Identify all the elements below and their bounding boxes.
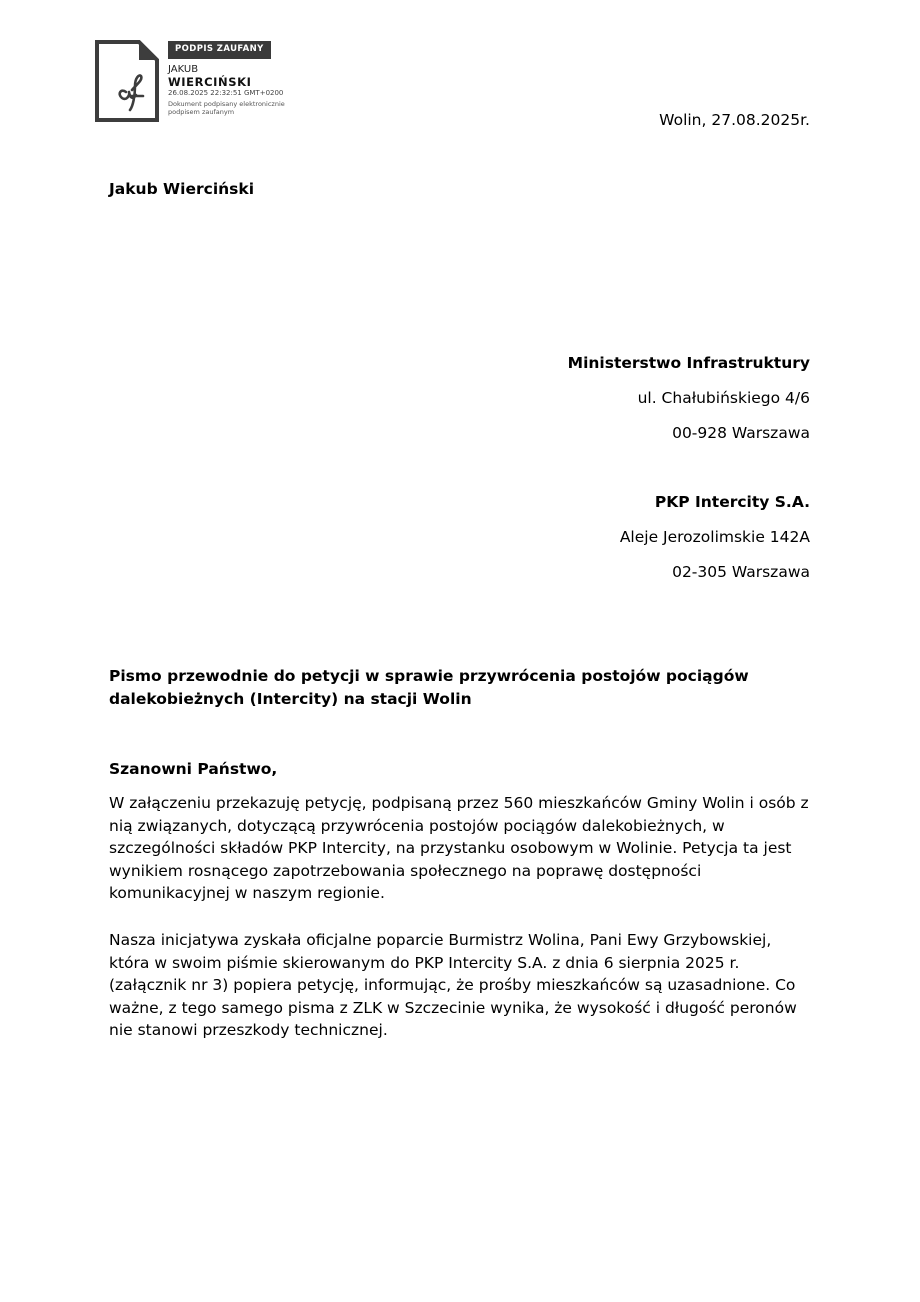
place-and-date: Wolin, 27.08.2025r. (659, 111, 810, 129)
signed-document-icon (95, 40, 159, 122)
body-paragraph-2: Nasza inicjatywa zyskała oficjalne poparcie Burmistrz Wolina, Pani Ewy Grzybowskiej, która w swoim piśmie skierowanym do PKP Intercity S.A. z dnia 6 sierpnia 2025 r. (załącznik nr 3) popiera petycję, informując, że prośby mieszkańców są uzasadnione. Co ważne, z tego samego pisma z ZLK w Szczecinie wynika, że wysokość i długość peronów nie stanowi przeszkody technicznej. (109, 931, 797, 1039)
recipient-1-name: Ministerstwo Infrastruktury (567, 354, 810, 372)
letter-subject: Pismo przewodnie do petycji w sprawie przywrócenia postojów pociągów dalekobieżnych (Intercity) na stacji Wolin (109, 667, 749, 708)
greeting: Szanowni Państwo, (109, 760, 278, 778)
recipient-1-street: ul. Chałubińskiego 4/6 (637, 389, 810, 407)
trusted-signature-badge: PODPIS ZAUFANY (168, 41, 271, 59)
recipient-2-city: 02-305 Warszawa (672, 563, 810, 581)
signer-first-name: JAKUB (168, 64, 199, 75)
signature-timestamp: 26.08.2025 22:32:51 GMT+0200 (168, 89, 284, 97)
body-paragraph-1: W załączeniu przekazuję petycję, podpisaną przez 560 mieszkańców Gminy Wolin i osób z nią związanych, dotyczącą przywrócenia postojów pociągów dalekobieżnych, w szczególności składów PKP Intercity, na przystanku osobowym w Wolinie. Petycja ta jest wynikiem rosnącego zapotrzebowania społecznego na poprawę dostępności komunikacyjnej w naszym regionie. (109, 794, 809, 902)
sender-name: Jakub Wierciński (109, 180, 255, 198)
signature-note: Dokument podpisany elektronicznie podpisem zaufanym (168, 100, 285, 116)
signer-last-name: WIERCIŃSKI (168, 75, 252, 89)
recipient-1-city: 00-928 Warszawa (672, 424, 810, 442)
recipient-2-name: PKP Intercity S.A. (654, 493, 810, 511)
trusted-signature-stamp (95, 40, 335, 122)
recipient-2-street: Aleje Jerozolimskie 142A (619, 528, 810, 546)
